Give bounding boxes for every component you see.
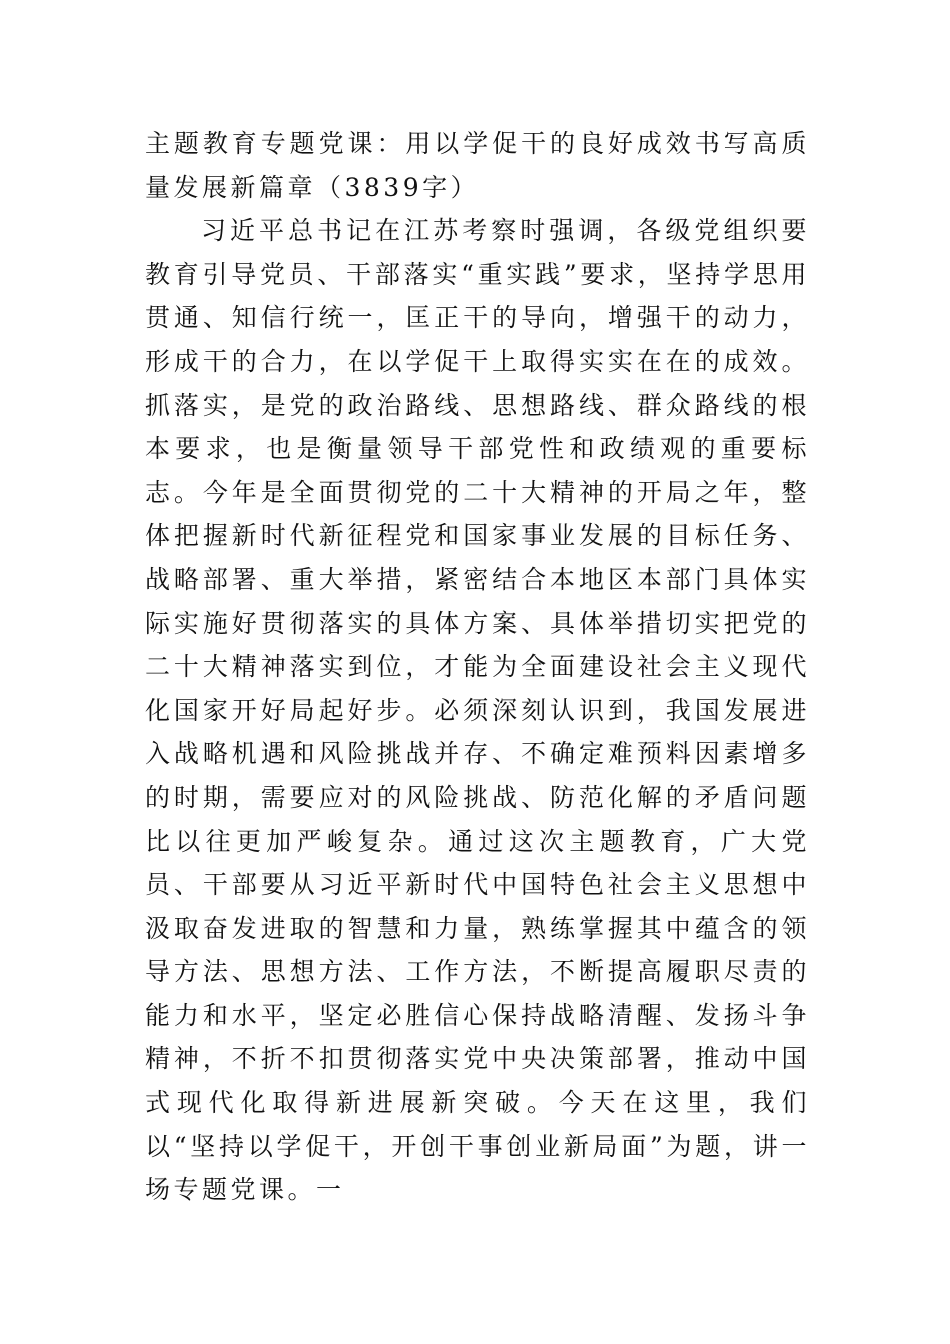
document-title: 主题教育专题党课：用以学促干的良好成效书写高质量发展新篇章（3839字） — [145, 129, 810, 202]
document-body — [145, 122, 810, 1212]
intro-paragraph: 习近平总书记在江苏考察时强调，各级党组织要教育引导党员、干部落实“重实践”要求，坚持学思用贯通、知信行统一，匡正干的导向，增强干的动力，形成干的合力，在以学促干上取得实实在在的成效。抓落实，是党的政治路线、思想路线、群众路线的根本要求，也是衡量领导干部党性和政绩观的重要标志。今年是全面贯彻党的二十大精神的开局之年，整体把握新时代新征程党和国家事业发展的目标任务、战略部署、重大举措，紧密结合本地区本部门具体实际实施好贯彻落实的具体方案、具体举措切实把党的二十大精神落实到位，才能为全面建设社会主义现代化国家开好局起好步。必须深刻认识到，我国发展进入战略机遇和风险挑战并存、不确定难预料因素增多的时期，需要应对的风险挑战、防范化解的矛盾问题比以往更加严峻复杂。通过这次主题教育，广大党员、干部要从习近平新时代中国特色社会主义思想中汲取奋发进取的智慧和力量，熟练掌握其中蕴含的领导方法、思想方法、工作方法，不断提高履职尽责的能力和水平，坚定必胜信心保持战略清醒、发扬斗争精神，不折不扣贯彻落实党中央决策部署，推动中国式现代化取得新进展新突破。今天在这里，我们以“坚持以学促干，开创干事创业新局面”为题，讲一场专题党课。一 — [145, 216, 810, 1205]
